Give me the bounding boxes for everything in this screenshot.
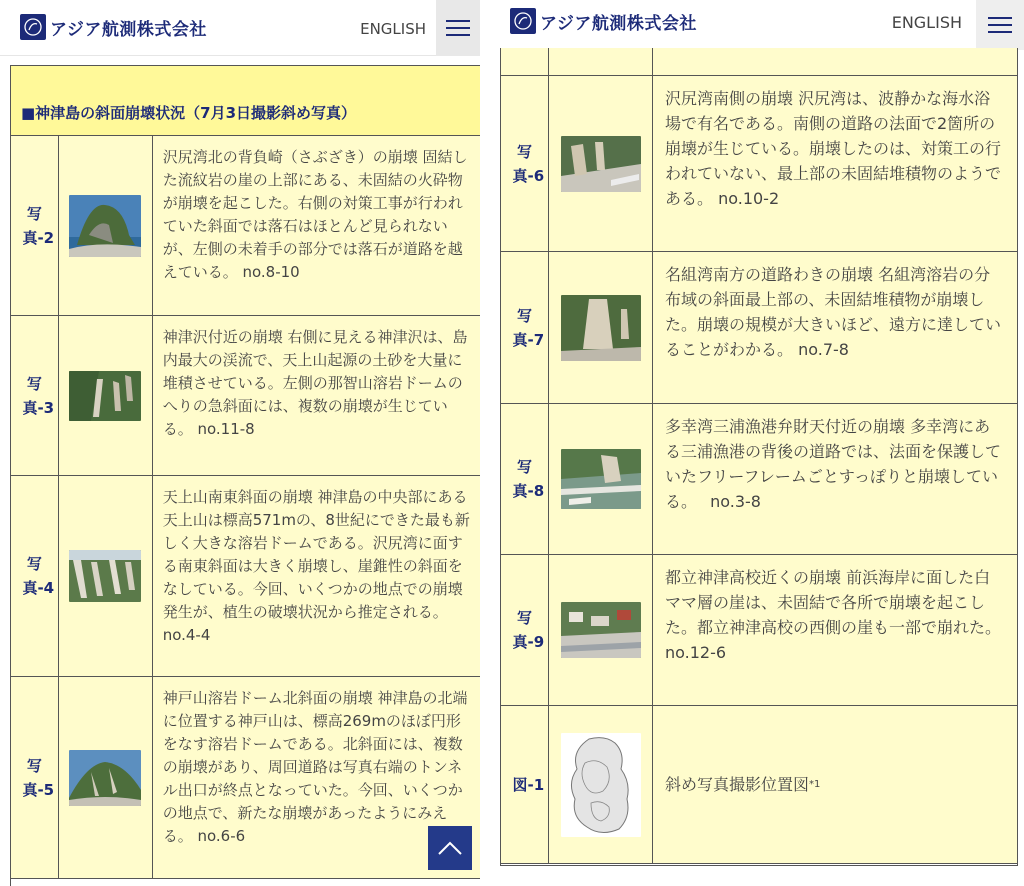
chevron-up-icon: [437, 840, 463, 856]
section-title-bar: [11, 66, 480, 136]
english-link[interactable]: ENGLISH: [360, 20, 426, 38]
photo-label-cell: [11, 316, 59, 475]
photo-label[interactable]: 写真-5: [22, 756, 55, 799]
valley-landslide-photo[interactable]: [69, 371, 141, 421]
table-row: [501, 706, 1017, 864]
table-row: [501, 252, 1017, 404]
photo-label[interactable]: 写真-3: [22, 374, 55, 417]
table-row: [11, 136, 480, 316]
photo-label[interactable]: 写真-4: [22, 555, 55, 597]
photo-label[interactable]: 写真-6: [512, 142, 545, 185]
figure-label-cell: [501, 706, 549, 863]
hamburger-icon[interactable]: [976, 0, 1024, 50]
photo-label-cell: [11, 677, 59, 878]
photo-label[interactable]: 写真-9: [512, 609, 545, 651]
description-text: 神津沢付近の崩壊 右側に見える神津沢は、島内最大の渓流で、天上山起源の土砂を大量に堆積させている。左側の那智山溶岩ドームのへりの急斜面には、複数の崩壊が生じている。 no.11-8: [162, 328, 468, 438]
section-title: ■神津島の斜面崩壊状況（7月3日撮影斜め写真）: [21, 104, 357, 122]
table-row: [11, 316, 480, 476]
school-cliff-photo[interactable]: [561, 602, 641, 658]
description-text: 沢尻湾北の背負崎（さぶざき）の崩壊 固結した流紋岩の崖の上部にある、未固結の火砕物が崩壊を起こした。右側の対策工事が行われていた斜面では落石はほとんど見られないが、左側の未着手の部分では落石が道路を越えている。 no.8-10: [162, 148, 468, 281]
thumbnail-cell: [549, 706, 653, 863]
thumbnail-cell: [549, 404, 653, 554]
logo-text: アジア航測株式会社: [540, 13, 697, 34]
figure-caption-text[interactable]: 斜め写真撮影位置図: [665, 775, 810, 794]
logo-mark-icon: [510, 8, 536, 34]
description-text: 神戸山溶岩ドーム北斜面の崩壊 神津島の北端に位置する神戸山は、標高269mのほぼ円形をなす溶岩ドームである。北斜面には、複数の崩壊があり、周回道路は写真右端のトンネル出口が終点となっていた。今回、いくつかの地点で、新たな崩壊があったようにみえる。 no.6-6: [162, 689, 468, 845]
thumbnail-cell: [549, 252, 653, 403]
thumbnail-cell: [59, 476, 153, 676]
photo-label-cell: [501, 404, 549, 554]
site-header: [0, 0, 480, 56]
logo-mark-icon: [20, 14, 46, 40]
thumbnail-cell: [549, 48, 653, 75]
thumbnail-cell: [549, 555, 653, 705]
photo-label-cell: [501, 252, 549, 403]
description-text: 天上山南東斜面の崩壊 神津島の中央部にある天上山は標高571mの、8世紀にできた最も新しく大きな溶岩ドームである。沢尻湾に面する南東斜面は大きく崩壊し、崖錐性の斜面をなしている。今回、いくつかの地点での崩壊発生が、植生の破壊状況から推定される。 no.4-4: [162, 488, 470, 644]
description-text: 沢尻湾南側の崩壊 沢尻湾は、波静かな海水浴場で有名である。南側の道路の法面で2箇所の崩壊が生じている。崩壊したのは、対策工の行われていない、最上部の未固結堆積物のようである。 no.10-2: [665, 89, 1002, 208]
description-text: [653, 48, 1017, 75]
lava-dome-photo[interactable]: [69, 750, 141, 806]
company-logo[interactable]: [20, 14, 207, 40]
footnote-marker[interactable]: *1: [809, 779, 821, 790]
table-row: [501, 555, 1017, 706]
table-row: [11, 677, 480, 879]
logo-text: アジア航測株式会社: [50, 19, 207, 40]
figure-label[interactable]: 図-1: [512, 775, 545, 794]
description-text: 都立神津高校近くの崩壊 前浜海岸に面した白ママ層の崖は、未固結で各所で崩壊を起こした。都立神津高校の西側の崖も一部で崩れた。 no.12-6: [665, 568, 1015, 662]
figure-caption: [653, 706, 1017, 863]
coastal-cliff-photo[interactable]: [69, 195, 141, 257]
photo-label-cell: [11, 136, 59, 315]
table-row-partial: [501, 48, 1017, 76]
thumbnail-cell: [59, 136, 153, 315]
company-logo[interactable]: [510, 8, 697, 34]
roadside-collapse-photo[interactable]: [561, 295, 641, 361]
thumbnail-cell: [549, 76, 653, 251]
right-screenshot-pane: [496, 0, 1024, 886]
thumbnail-cell: [59, 677, 153, 878]
fishing-port-photo[interactable]: [561, 449, 641, 509]
photo-label-cell: [501, 48, 549, 75]
site-header: [496, 0, 1024, 48]
photo-label[interactable]: 写真-7: [512, 306, 545, 349]
back-to-top-button[interactable]: [428, 826, 472, 870]
photo-label-cell: [501, 555, 549, 705]
photo-label[interactable]: 写真-2: [22, 204, 55, 247]
table-row: [501, 76, 1017, 252]
photo-label-cell: [501, 76, 549, 251]
english-link[interactable]: ENGLISH: [891, 13, 962, 32]
table-row: [11, 476, 480, 677]
left-screenshot-pane: [0, 0, 480, 886]
table-row: [501, 404, 1017, 555]
landslide-table: [500, 48, 1018, 866]
photo-label-cell: [11, 476, 59, 676]
hamburger-icon[interactable]: [436, 0, 480, 56]
island-map-figure[interactable]: [561, 733, 641, 837]
beach-road-slope-photo[interactable]: [561, 136, 641, 192]
photo-label[interactable]: 写真-8: [512, 458, 545, 500]
description-text: 名組湾南方の道路わきの崩壊 名組湾溶岩の分布域の斜面最上部の、未固結堆積物が崩壊した。崩壊の規模が大きいほど、遠方に達していることがわかる。 no.7-8: [665, 265, 1002, 359]
thumbnail-cell: [59, 316, 153, 475]
description-text: 多幸湾三浦漁港弁財天付近の崩壊 多幸湾にある三浦漁港の背後の道路では、法面を保護していたフリーフレームごとすっぽりと崩壊している。 no.3-8: [665, 417, 1002, 511]
landslide-table: [10, 65, 480, 886]
mountain-slope-photo[interactable]: [69, 550, 141, 602]
